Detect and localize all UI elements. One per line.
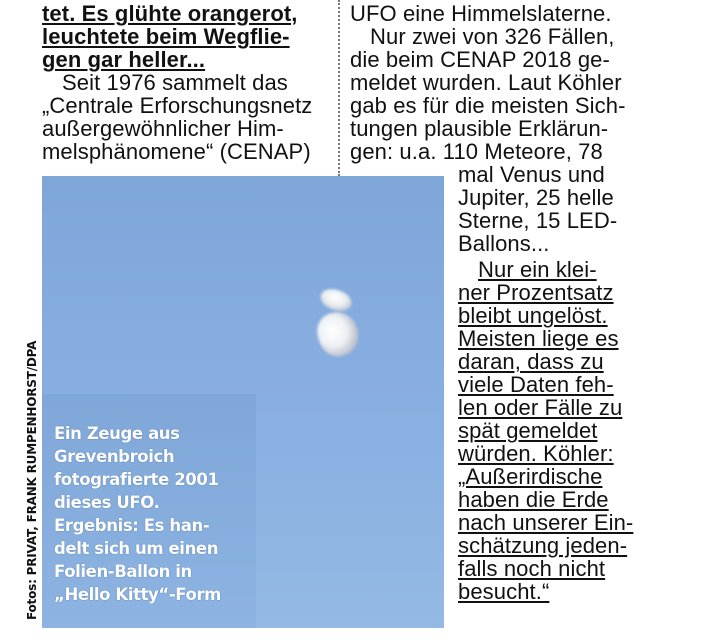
right-line-5: gab es für die meisten Sich- [350, 93, 626, 118]
right-line-16: daran, dass zu [458, 349, 604, 374]
left-line-6: außergewöhnlicher Him- [42, 116, 284, 141]
right-line-9: Jupiter, 25 helle [458, 185, 614, 210]
right-line-13: ner Prozentsatz [458, 280, 614, 305]
right-line-7: gen: u.a. 110 Meteore, 78 [350, 139, 603, 164]
right-line-20: würden. Köhler: [458, 441, 614, 466]
right-line-3: die beim CENAP 2018 ge- [350, 47, 610, 72]
right-line-1: UFO eine Himmelslaterne. [350, 1, 612, 26]
right-line-15: Meisten liege es [458, 326, 619, 351]
left-line-1: tet. Es glühte orangerot, [42, 1, 298, 26]
right-line-8: mal Venus und [458, 162, 605, 187]
right-line-21: „Außerirdische [458, 464, 603, 489]
right-line-23: nach unserer Ein- [458, 510, 634, 535]
right-line-12: Nur ein klei- [478, 257, 597, 282]
photo-credit: Fotos: PRIVAT, FRANK RUMPENHORST/DPA [25, 340, 39, 620]
right-line-14: bleibt ungelöst. [458, 303, 608, 328]
right-line-10: Sterne, 15 LED- [458, 208, 618, 233]
right-line-19: spät gemeldet [458, 418, 598, 443]
left-line-5: „Centrale Erforschungsnetz [42, 93, 313, 118]
right-line-6: tungen plausible Erklärun- [350, 116, 609, 141]
right-line-22: haben die Erde [458, 487, 609, 512]
right-line-4: meldet wurden. Laut Köhler [350, 70, 622, 95]
column-divider [338, 0, 340, 176]
ufo-photo [42, 176, 444, 628]
ufo-object-bottom [312, 306, 365, 361]
left-line-3: gen gar heller... [42, 47, 206, 72]
left-line-7: melsphänomene“ (CENAP) [42, 139, 311, 164]
right-line-24: schätzung jeden- [458, 533, 628, 558]
photo-caption: Ein Zeuge aus Grevenbroich fotografierte 2001 dieses UFO. Ergebnis: Es han- delt sich um einen Folien-Ballon in „Hello Kitty“-Form [54, 424, 221, 604]
photo-caption-box [42, 394, 256, 628]
right-line-2: Nur zwei von 326 Fällen, [370, 24, 615, 49]
right-line-26: besucht.“ [458, 579, 550, 604]
right-line-18: len oder Fälle zu [458, 395, 623, 420]
ufo-object-top [318, 286, 355, 315]
right-line-11: Ballons... [458, 231, 550, 256]
right-line-25: falls noch nicht [458, 556, 606, 581]
left-line-2: leuchtete beim Wegflie- [42, 24, 290, 49]
left-line-4: Seit 1976 sammelt das [62, 70, 288, 95]
right-line-17: viele Daten feh- [458, 372, 614, 397]
